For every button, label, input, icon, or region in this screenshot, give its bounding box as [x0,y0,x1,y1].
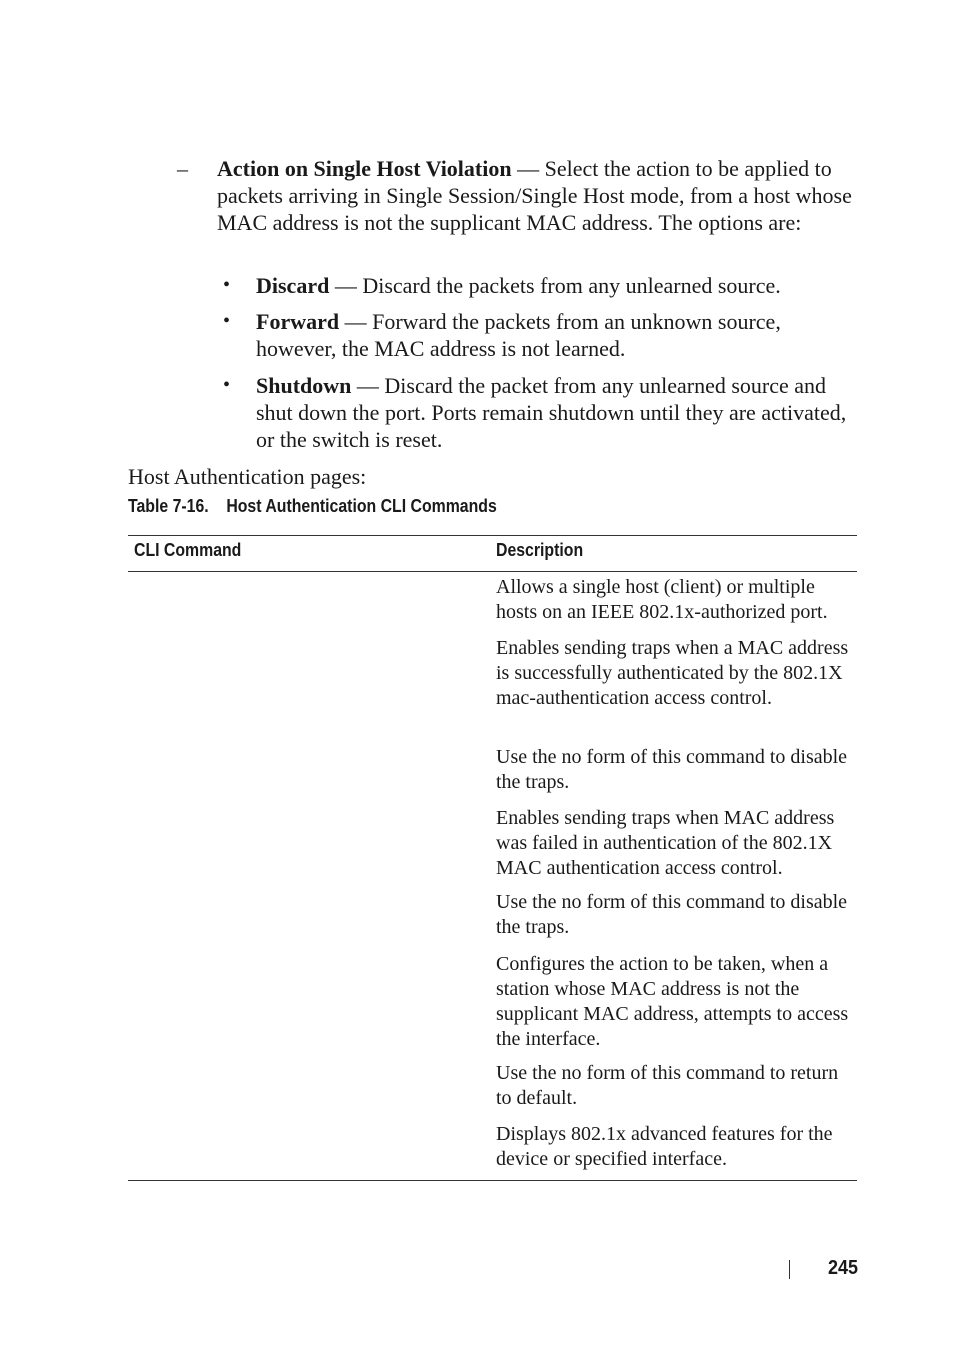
table-caption [128,494,497,518]
option-description: — Discard the packets from any unlearned source. [329,273,781,298]
host-authentication-term: Host Authentication [128,464,305,489]
dash-marker: – [177,156,188,181]
table-header-rule [128,571,857,572]
option-shutdown [256,372,856,453]
page-number-divider [789,1260,790,1279]
bullet-marker: • [223,310,231,332]
option-discard [256,272,856,299]
description-cell: Configures the action to be taken, when a station whose MAC address is not the supplicant MAC address, attempts to access the interface. [496,953,849,1050]
page-number: 245 [828,1257,859,1279]
table-top-rule [128,535,857,536]
description-cell: Use the no form of this command to disable the traps. [496,746,848,793]
description-cell: Enables sending traps when MAC address was failed in authentication of the 802.1X MAC authentication access control. [496,807,835,879]
description-cell: Use the no form of this command to return to default. [496,1062,839,1109]
table-caption-title: Host Authentication CLI Commands [226,496,497,516]
host-authentication-pages-line [128,463,366,490]
option-term: Forward [256,309,340,334]
action-description: — Select the action to be applied to packets arriving in Single Session/Single Host mode, from a host whose MAC address is not the supplicant MAC address. The options are: [217,156,852,235]
description-cell: Enables sending traps when a MAC address is successfully authenticated by the 802.1X mac-authentication access control. [496,637,849,709]
option-term: Shutdown [256,373,352,398]
description-cell: Allows a single host (client) or multiple hosts on an IEEE 802.1x-authorized port. [496,576,828,623]
bullet-marker: • [223,374,231,396]
host-authentication-suffix: pages: [304,464,367,489]
option-term: Discard [256,273,330,298]
option-forward [256,308,856,362]
description-cell: Displays 802.1x advanced features for the device or specified interface. [496,1123,833,1170]
bullet-marker: • [223,274,231,296]
table-bottom-rule [128,1180,857,1181]
action-term: Action on Single Host Violation [217,156,512,181]
option-description: — Discard the packet from any unlearned source and shut down the port. Ports remain shutdown until they are activated, or the switch is reset. [256,373,847,452]
header-description: Description [496,540,584,560]
table-caption-number: Table 7-16. [128,496,209,516]
action-on-single-host-violation-paragraph [217,155,857,236]
description-cell: Use the no form of this command to disable the traps. [496,891,848,938]
header-cli-command: CLI Command [134,540,242,560]
option-description: — Forward the packets from an unknown source, however, the MAC address is not learned. [256,309,781,361]
